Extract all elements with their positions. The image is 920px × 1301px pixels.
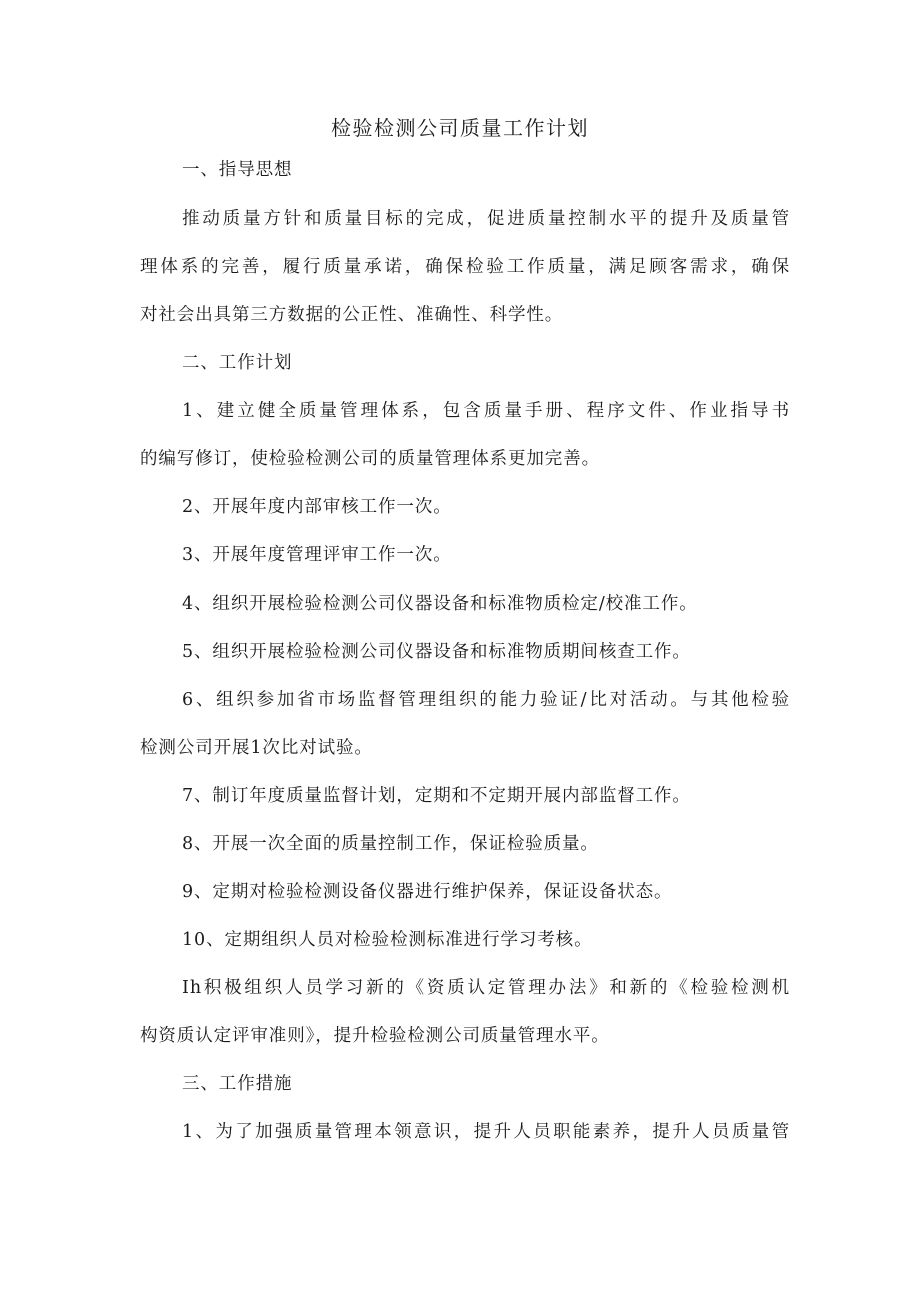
list-item: 7、制订年度质量监督计划，定期和不定期开展内部监督工作。	[182, 786, 691, 806]
paragraph-line: 理体系的完善，履行质量承诺，确保检验工作质量，满足顾客需求，确保	[140, 257, 790, 277]
section-heading-work-plan: 二、工作计划	[182, 353, 293, 373]
list-item: 6、组织参加省市场监督管理组织的能力验证/比对活动。与其他检验	[182, 690, 790, 710]
list-item: 3、开展年度管理评审工作一次。	[182, 545, 452, 565]
list-item: 9、定期对检验检测设备仪器进行维护保养，保证设备状态。	[182, 882, 673, 902]
list-item: 1、为了加强质量管理本领意识，提升人员职能素养，提升人员质量管	[182, 1122, 790, 1142]
paragraph-line: 对社会出具第三方数据的公正性、准确性、科学性。	[140, 305, 564, 325]
list-item-continuation: 的编写修订，使检验检测公司的质量管理体系更加完善。	[140, 449, 600, 469]
list-item-continuation: 构资质认定评审准则》，提升检验检测公司质量管理水平。	[140, 1026, 610, 1046]
section-heading-work-measures: 三、工作措施	[182, 1074, 293, 1094]
document-title: 检验检测公司质量工作计划	[331, 116, 589, 140]
list-item: Ih积极组织人员学习新的《资质认定管理办法》和新的《检验检测机	[182, 978, 790, 998]
list-item: 8、开展一次全面的质量控制工作，保证检验质量。	[182, 834, 599, 854]
list-item: 2、开展年度内部审核工作一次。	[182, 497, 452, 517]
list-item-continuation: 检测公司开展1次比对试验。	[140, 738, 373, 758]
section-heading-guiding-thought: 一、指导思想	[182, 160, 293, 180]
list-item: 5、组织开展检验检测公司仪器设备和标准物质期间核查工作。	[182, 642, 691, 662]
paragraph-line: 推动质量方针和质量目标的完成，促进质量控制水平的提升及质量管	[182, 209, 790, 229]
list-item: 10、定期组织人员对检验检测标准进行学习考核。	[182, 930, 593, 950]
list-item: 1、建立健全质量管理体系，包含质量手册、程序文件、作业指导书	[182, 401, 790, 421]
list-item: 4、组织开展检验检测公司仪器设备和标准物质检定/校准工作。	[182, 594, 698, 614]
